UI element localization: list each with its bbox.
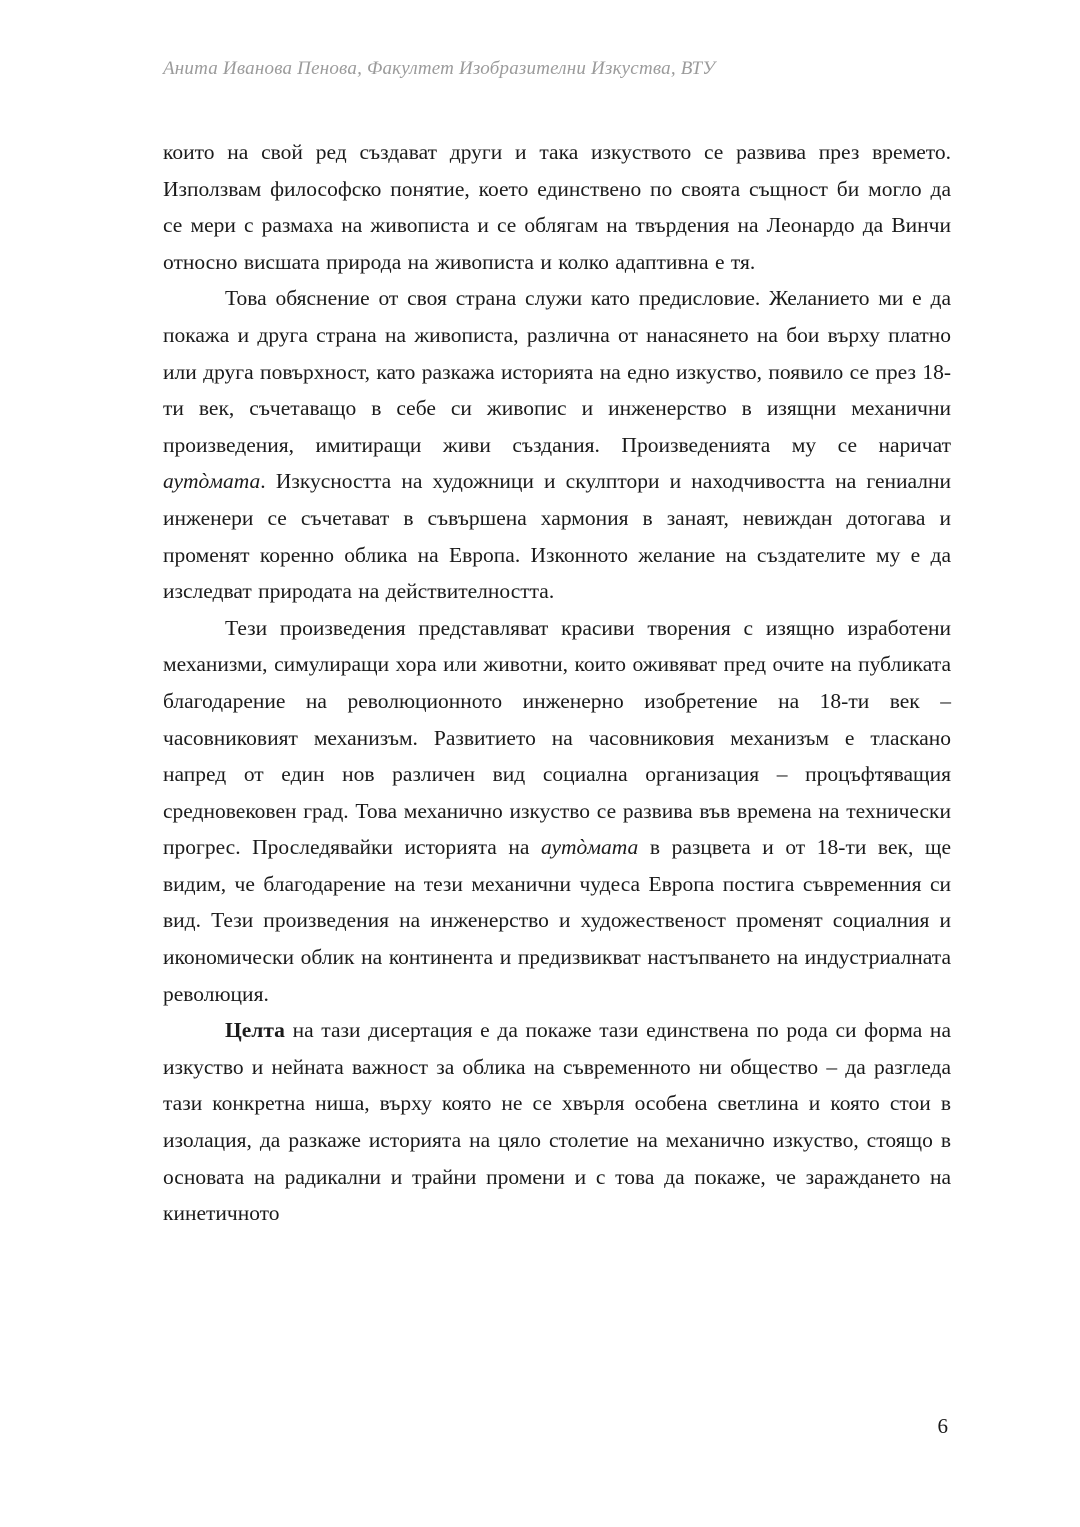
document-body xyxy=(163,134,951,1232)
paragraph xyxy=(163,134,951,280)
text-run: . Изкусността на художници и скулптори и находчивостта на гениални инженери се съчетават в съвършена хармония в занаят, невиждан дотогава и променят коренно облика на Европа. Изконното желание на създателите му е да изследват природата на действителността. xyxy=(163,469,951,604)
text-run: които на свой ред създават други и така изкуството се развива през времето. Използвам философско понятие, което единствено по своята същност би могло да се мери с размаха на живописта и се облягам на твърдения на Леонардо да Винчи относно висшата природа на живописта и колко адаптивна е тя. xyxy=(163,140,951,274)
running-header: Анита Иванова Пенова, Факултет Изобразителни Изкуства, ВТУ xyxy=(163,58,716,79)
paragraph xyxy=(163,280,951,609)
text-run: на тази дисертация е да покаже тази единствена по рода си форма на изкуство и нейната важност за облика на съвременното ни общество – да разгледа тази конкретна ниша, върху която не се хвърля особена светлина и която стои в изолация, да разкаже историята на цяло столетие на механично изкуство, стоящо в основата на радикални и трайни промени и с това да покаже, че зараждането на кинетичното xyxy=(163,1018,951,1226)
text-run: Това обяснение от своя страна служи като предисловие. Желанието ми е да покажа и друга страна на живописта, различна от нанасянето на бои върху платно или друга повърхност, като разкажа историята на едно изкуство, появило се през 18-ти век, съчетаващо в себе си живопис и инженерство в изящни механични произведения, имитиращи живи създания. Произведенията му се наричат xyxy=(163,286,951,457)
paragraph xyxy=(163,610,951,1013)
text-run-bold: Целта xyxy=(225,1018,285,1043)
text-run: Тези произведения представляват красиви творения с изящно изработени механизми, симулиращи хора или животни, които оживяват пред очите на публиката благодарение на революционното инженерно изобретение на 18-ти век – часовниковият механизъм. Развитието на часовниковия механизъм е тласкано напред от един нов различен вид социална организация – процъфтяващия средновековен град. Това механично изкуство се развива във времена на технически прогрес. Проследявайки историята на xyxy=(163,615,951,860)
page-number: 6 xyxy=(937,1414,948,1438)
text-run: в разцвета и от 18-ти век, ще видим, че благодарение на тези механични чудеса Европа постига съвременния си вид. Тези произведения на инженерство и художественост променят социалния и икономически облик на континента и предизвикват настъпването на индустриалната революция. xyxy=(163,835,951,1006)
text-run-italic: аутòмата xyxy=(541,835,639,860)
text-run-italic: аутòмата xyxy=(163,469,261,494)
paragraph xyxy=(163,1012,951,1232)
